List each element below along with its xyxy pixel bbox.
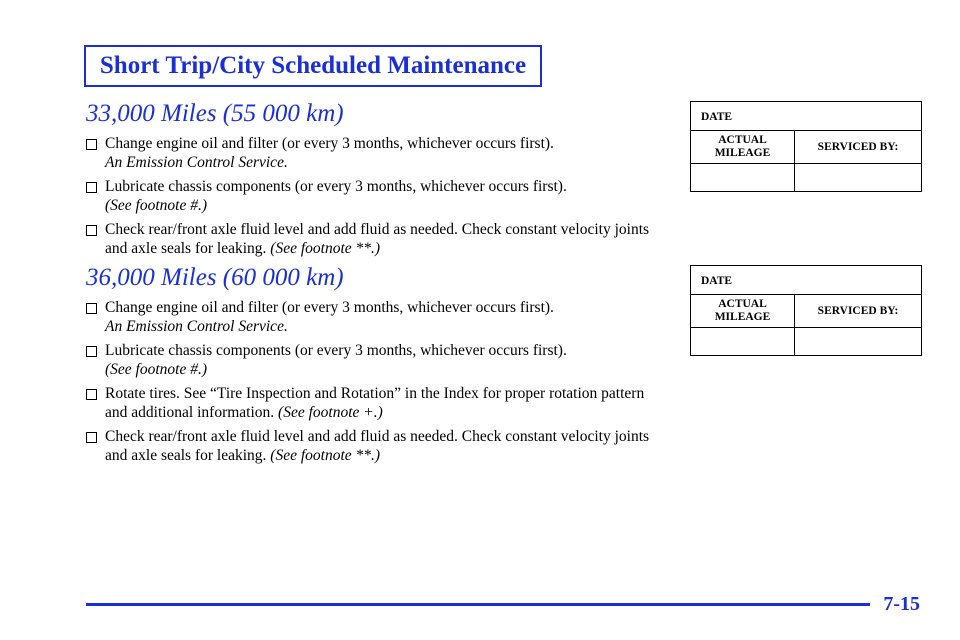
actual-mileage-label: ACTUAL MILEAGE [691,295,795,327]
item-text: Change engine oil and filter (or every 3 months, whichever occurs first). [105,135,554,152]
page-number: 7-15 [883,593,920,615]
item-note: An Emission Control Service. [105,154,288,171]
item-note: (See footnote #.) [105,361,208,378]
item-note: (See footnote #.) [105,197,208,214]
item-text [105,384,656,422]
serviced-by-entry-field[interactable] [795,328,921,355]
item-text [105,220,656,258]
checkbox[interactable] [86,182,97,193]
item-text: Lubricate chassis components (or every 3 months, whichever occurs first). [105,342,567,359]
section-heading: 36,000 Miles (60 000 km) [86,264,344,291]
item-text-main: Check rear/front axle fluid level and add fluid as needed. Check constant velocity joints and axle seals for leaking. [105,221,650,257]
section-heading: 33,000 Miles (55 000 km) [86,100,344,127]
checkbox[interactable] [86,139,97,150]
item-text: Change engine oil and filter (or every 3 months, whichever occurs first). [105,299,554,316]
item-note: An Emission Control Service. [105,318,288,335]
checkbox[interactable] [86,303,97,314]
item-text: Lubricate chassis components (or every 3 months, whichever occurs first). [105,178,567,195]
list-item [86,177,656,215]
service-record-box-36000 [690,265,922,356]
serviced-by-label: SERVICED BY: [817,305,899,317]
service-record-box-33000 [690,101,922,192]
footer-rule [86,603,870,606]
serviced-by-entry-field[interactable] [795,164,921,191]
list-item [86,220,656,258]
item-inline-note: (See footnote **.) [270,447,381,464]
checkbox[interactable] [86,389,97,400]
checkbox[interactable] [86,346,97,357]
list-item [86,341,656,379]
mileage-entry-field[interactable] [691,328,795,355]
item-inline-note: (See footnote +.) [278,404,383,421]
list-item [86,384,656,422]
checkbox[interactable] [86,225,97,236]
item-text-main: Rotate tires. See “Tire Inspection and Rotation” in the Index for proper rotation pattern and additional information. [105,385,645,421]
checkbox[interactable] [86,432,97,443]
date-label: DATE [691,102,921,131]
item-text-main: Check rear/front axle fluid level and add fluid as needed. Check constant velocity joints and axle seals for leaking. [105,428,650,464]
mileage-entry-field[interactable] [691,164,795,191]
date-label: DATE [691,266,921,295]
serviced-by-label: SERVICED BY: [817,141,899,153]
item-inline-note: (See footnote **.) [270,240,381,257]
list-item [86,298,656,336]
section-33000 [86,100,656,263]
section-36000 [86,264,656,470]
page-title: Short Trip/City Scheduled Maintenance [99,52,527,79]
header-box [84,45,542,87]
list-item [86,427,656,465]
item-text [105,427,656,465]
list-item [86,134,656,172]
actual-mileage-label: ACTUAL MILEAGE [691,131,795,163]
